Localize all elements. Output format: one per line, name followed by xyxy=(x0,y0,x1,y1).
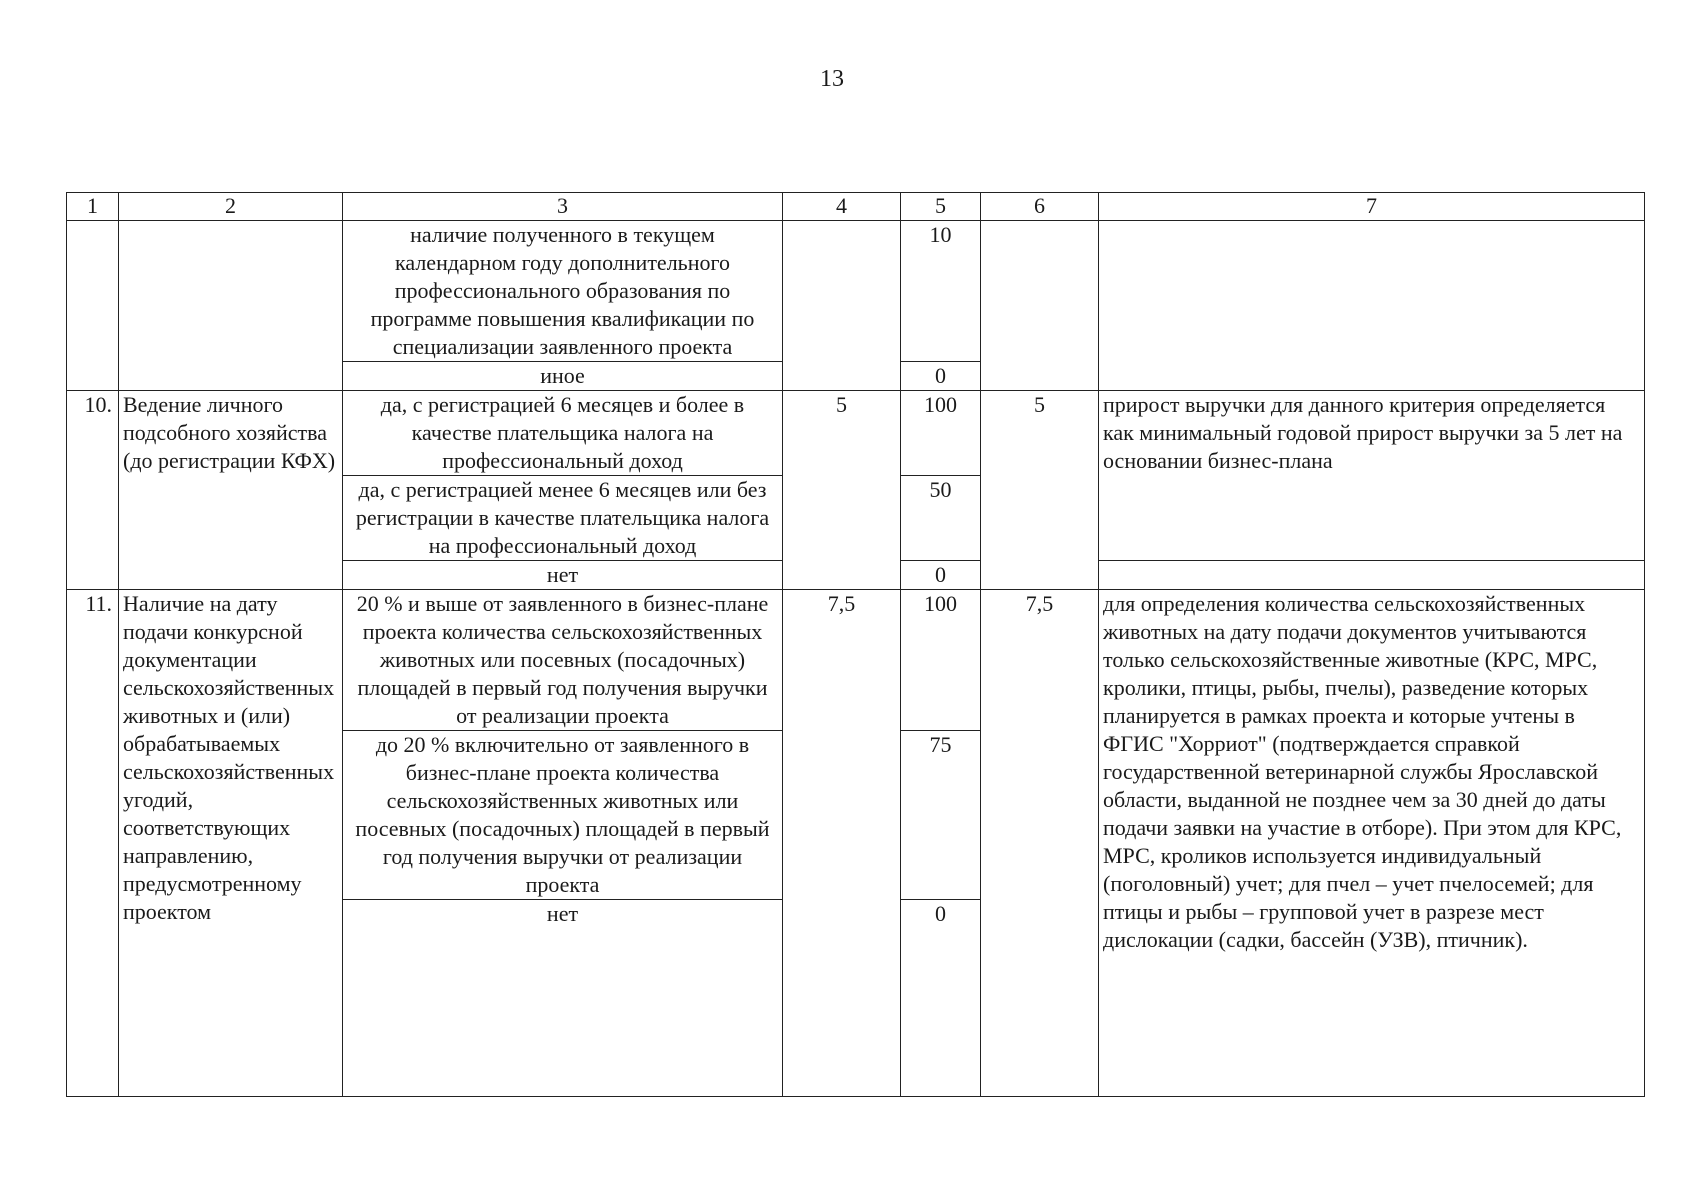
table-header-row xyxy=(67,193,1645,221)
row10-note-empty xyxy=(1099,561,1645,590)
row11-option-2: до 20 % включительно от заявленного в бизнес-плане проекта количества сельскохозяйственных животных или посевных (посадочных) площадей в первый год получения выручки от реализации проекта xyxy=(343,731,783,900)
cont-col6-cell xyxy=(981,221,1099,391)
cont-score-1: 10 xyxy=(901,221,981,362)
row11-option-1: 20 % и выше от заявленного в бизнес-плане проекта количества сельскохозяйственных животных или посевных (посадочных) площадей в первый год получения выручки от реализации проекта xyxy=(343,590,783,731)
table-row xyxy=(67,391,1645,476)
row11-score-2: 75 xyxy=(901,731,981,900)
header-col-3: 3 xyxy=(343,193,783,221)
table-row xyxy=(67,221,1645,362)
row11-number: 11. xyxy=(67,590,119,1097)
cont-note-cell xyxy=(1099,221,1645,391)
cont-weight-cell xyxy=(783,221,901,391)
row10-score-3: 0 xyxy=(901,561,981,590)
row10-note: прирост выручки для данного критерия определяется как минимальный годовой прирост выручки за 5 лет на основании бизнес-плана xyxy=(1099,391,1645,561)
table-row xyxy=(67,590,1645,731)
header-col-5: 5 xyxy=(901,193,981,221)
header-col-7: 7 xyxy=(1099,193,1645,221)
row10-number: 10. xyxy=(67,391,119,590)
page-number: 13 xyxy=(820,66,844,92)
header-col-6: 6 xyxy=(981,193,1099,221)
row10-option-1: да, с регистрацией 6 месяцев и более в качестве плательщика налога на профессиональный доход xyxy=(343,391,783,476)
row10-score-2: 50 xyxy=(901,476,981,561)
row10-weight: 5 xyxy=(783,391,901,590)
cont-option-2: иное xyxy=(343,362,783,391)
row11-col6: 7,5 xyxy=(981,590,1099,1097)
row11-option-3: нет xyxy=(343,900,783,1097)
row10-option-3: нет xyxy=(343,561,783,590)
row11-score-3: 0 xyxy=(901,900,981,1097)
cont-criterion-cell xyxy=(119,221,343,391)
row10-criterion: Ведение личного подсобного хозяйства (до регистрации КФХ) xyxy=(119,391,343,590)
header-col-4: 4 xyxy=(783,193,901,221)
row11-score-1: 100 xyxy=(901,590,981,731)
row11-criterion: Наличие на дату подачи конкурсной документации сельскохозяйственных животных и (или) обрабатываемых сельскохозяйственных угодий, соответствующих направлению, предусмотренному проектом xyxy=(119,590,343,1097)
cont-score-2: 0 xyxy=(901,362,981,391)
cont-num-cell xyxy=(67,221,119,391)
header-col-1: 1 xyxy=(67,193,119,221)
cont-option-1: наличие полученного в текущем календарном году дополнительного профессионального образования по программе повышения квалификации по специализации заявленного проекта xyxy=(343,221,783,362)
row10-col6: 5 xyxy=(981,391,1099,590)
row11-weight: 7,5 xyxy=(783,590,901,1097)
criteria-table xyxy=(66,192,1645,1097)
row10-option-2: да, с регистрацией менее 6 месяцев или без регистрации в качестве плательщика налога на профессиональный доход xyxy=(343,476,783,561)
row10-score-1: 100 xyxy=(901,391,981,476)
header-col-2: 2 xyxy=(119,193,343,221)
row11-note: для определения количества сельскохозяйственных животных на дату подачи документов учитываются только сельскохозяйственные животные (КРС, МРС, кролики, птицы, рыбы, пчелы), разведение которых планируется в рамках проекта и которые учтены в ФГИС "Хорриот" (подтверждается справкой государственной ветеринарной службы Ярославской области, выданной не позднее чем за 30 дней до даты подачи заявки на участие в отборе). При этом для КРС, МРС, кроликов используется индивидуальный (поголовный) учет; для пчел – учет пчелосемей; для птицы и рыбы – групповой учет в разрезе мест дислокации (садки, бассейн (УЗВ), птичник). xyxy=(1099,590,1645,1097)
